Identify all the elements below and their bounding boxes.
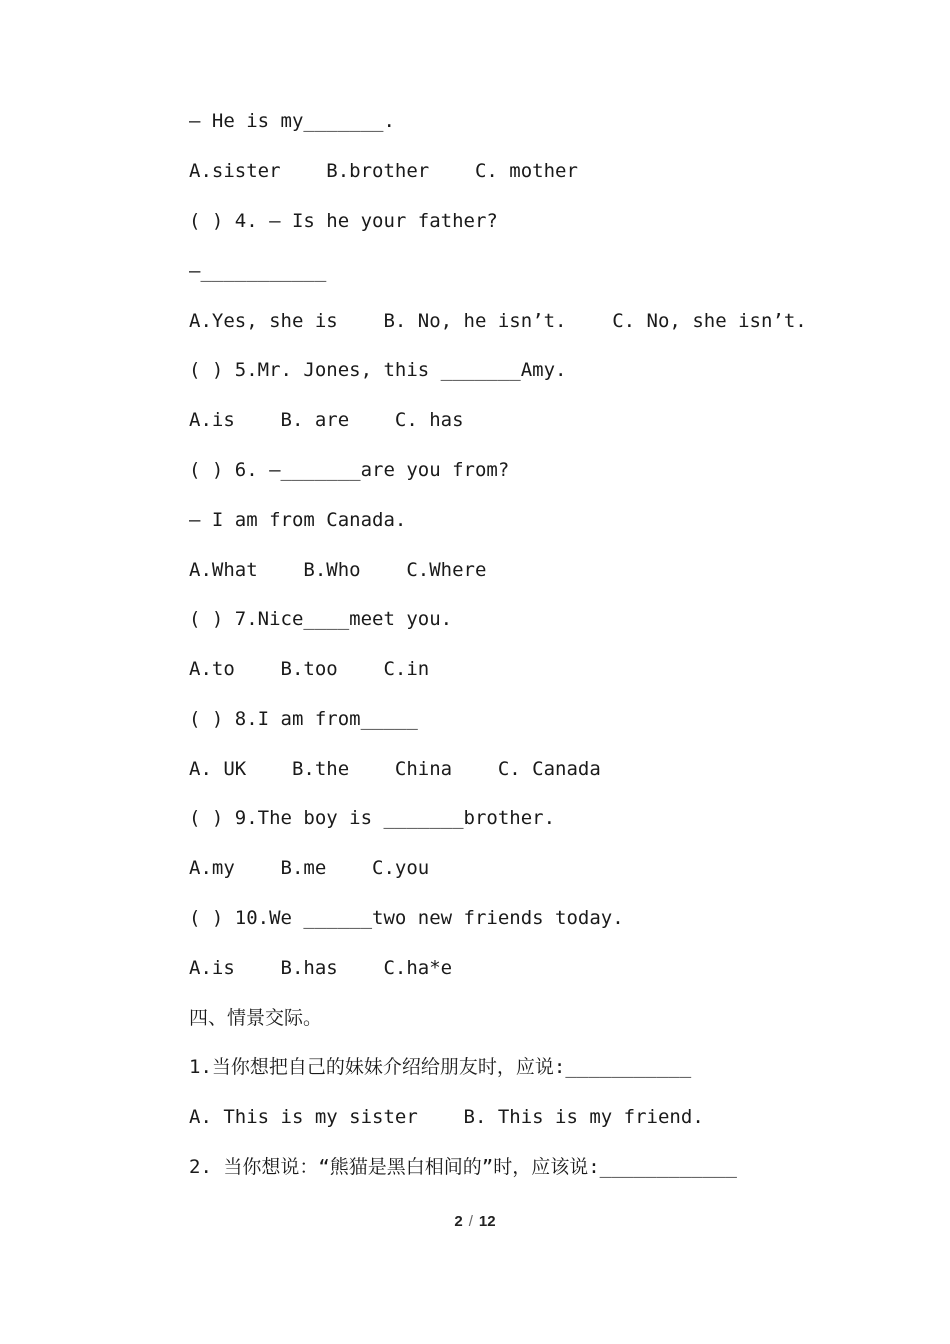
scenario-2-question: 2. 当你想说：“熊猫是黑白相间的”时，应该说:____________ [189, 1156, 737, 1178]
section-four-heading: 四、情景交际。 [189, 1007, 323, 1029]
q6-answer-line: — I am from Canada. [189, 509, 407, 531]
q6-question: ( ) 6. —_______are you from? [189, 459, 510, 481]
q7-question: ( ) 7.Nice____meet you. [189, 608, 453, 630]
q8-options: A. UK B.the China C. Canada [189, 758, 601, 780]
q8-question: ( ) 8.I am from_____ [189, 708, 418, 730]
q4-question: ( ) 4. — Is he your father? [189, 210, 498, 232]
q5-options: A.is B. are C. has [189, 409, 464, 431]
scenario-1-options: A. This is my sister B. This is my friend. [189, 1106, 704, 1128]
q9-options: A.my B.me C.you [189, 857, 430, 879]
total-pages: 12 [478, 1213, 496, 1230]
q4-options: A.Yes, she is B. No, he isn’t. C. No, she isn’t. [189, 310, 807, 332]
scenario-1-question: 1.当你想把自己的妹妹介绍给朋友时，应说:___________ [189, 1056, 692, 1078]
q10-options: A.is B.has C.ha*e [189, 957, 453, 979]
current-page: 2 [454, 1213, 463, 1230]
page-separator: / [468, 1213, 473, 1230]
page-number [0, 1213, 950, 1230]
q3-options: A.sister B.brother C. mother [189, 160, 578, 182]
q7-options: A.to B.too C.in [189, 658, 430, 680]
q5-question: ( ) 5.Mr. Jones, this _______Amy. [189, 359, 567, 381]
q4-answer-line: —___________ [189, 260, 327, 282]
q6-options: A.What B.Who C.Where [189, 559, 487, 581]
q9-question: ( ) 9.The boy is _______brother. [189, 807, 556, 829]
q3-answer-line: — He is my_______. [189, 110, 395, 132]
q10-question: ( ) 10.We ______two new friends today. [189, 907, 624, 929]
